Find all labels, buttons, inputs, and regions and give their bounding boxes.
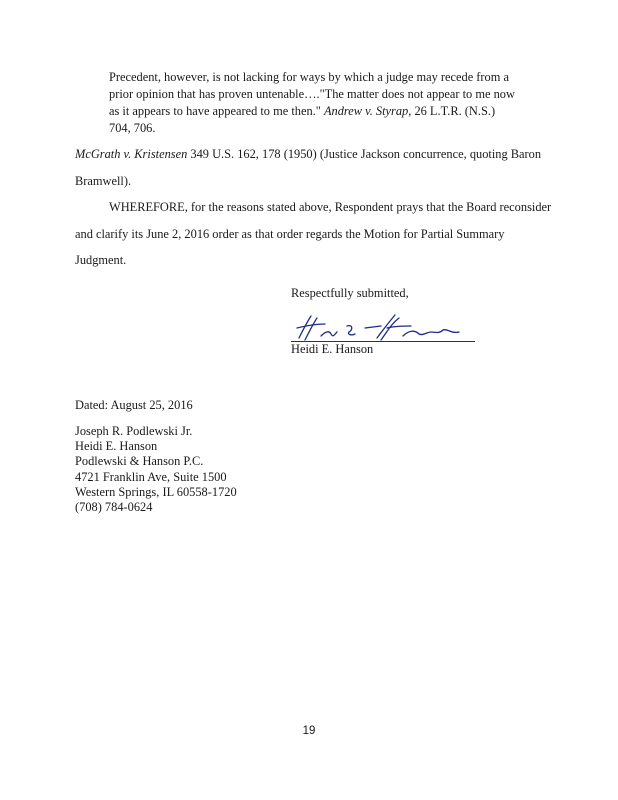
case-name: McGrath v. Kristensen [75, 147, 188, 161]
body-text [75, 141, 555, 274]
citation-line [75, 141, 555, 168]
citation-line: Bramwell). [75, 173, 132, 188]
contact-line: Heidi E. Hanson [75, 439, 158, 454]
contact-line: 4721 Franklin Ave, Suite 1500 [75, 469, 227, 484]
quote-text: 26 L.T.R. (N.S.) [411, 104, 496, 118]
handwritten-signature [291, 312, 475, 342]
contact-line: Joseph R. Podlewski Jr. [75, 424, 193, 438]
contact-line: Western Springs, IL 60558-1720 [75, 484, 237, 499]
quote-line [109, 103, 529, 120]
wherefore-line: Judgment. [75, 253, 127, 267]
citation-text: 349 U.S. 162, 178 (1950) (Justice Jackson concurrence, quoting Baron [187, 147, 542, 161]
quote-line: Precedent, however, is not lacking for ways by which a judge may recede from a [109, 70, 509, 84]
signer-name: Heidi E. Hanson [291, 342, 374, 356]
wherefore-line: WHEREFORE, for the reasons stated above, Respondent prays that the Board reconsider [109, 200, 552, 214]
contact-line: Podlewski & Hanson P.C. [75, 454, 204, 469]
wherefore-line: and clarify its June 2, 2016 order as that order regards the Motion for Partial Summary [75, 226, 505, 241]
closing-text: Respectfully submitted, [291, 286, 409, 300]
contact-block [75, 424, 237, 515]
quote-line: prior opinion that has proven untenable…."The matter does not appear to me now [109, 87, 515, 101]
page-number: 19 [302, 725, 316, 737]
quote-text: as it appears to have appeared to me then." [109, 104, 324, 118]
signature-block [291, 312, 475, 357]
block-quote [109, 69, 529, 137]
quote-line: 704, 706. [109, 121, 156, 135]
contact-line: (708) 784-0624 [75, 500, 153, 515]
date-line: Dated: August 25, 2016 [75, 398, 193, 412]
case-name: Andrew v. Styrap, [323, 104, 412, 118]
